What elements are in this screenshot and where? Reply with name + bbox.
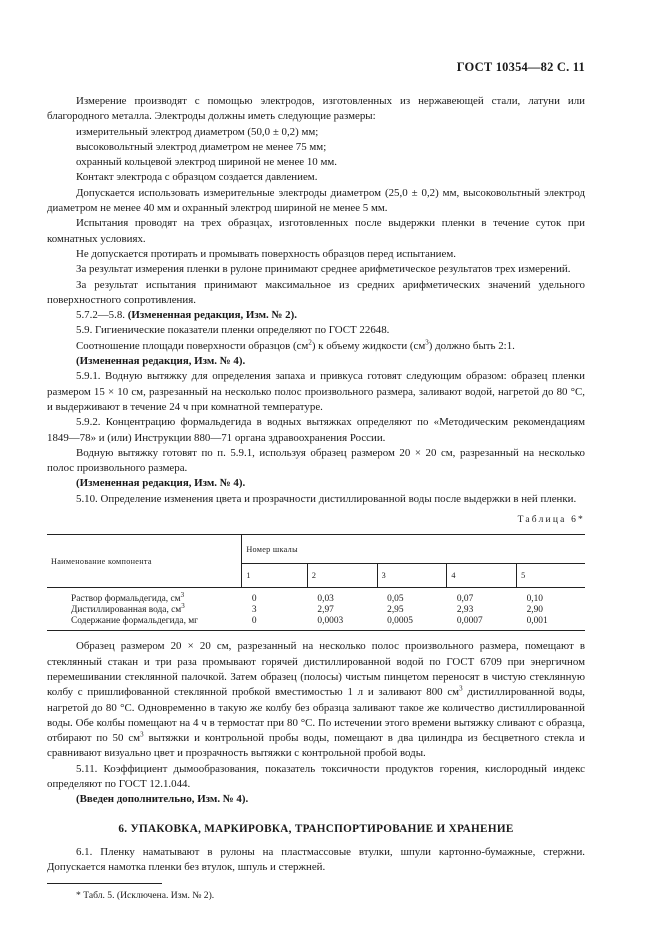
table-cell: 3 xyxy=(251,605,257,616)
revision-note: (Введен дополнительно, Изм. № 4). xyxy=(76,793,249,806)
table-cell: 0 xyxy=(251,594,257,605)
clause-6-1: 6.1. Пленку наматывают в рулоны на пластмассовые втулки, шпули картонно-бумажные, стержни. Допускается намотка пленки без втулок, шпуль и стержней. xyxy=(47,845,585,874)
after-table-paragraph: Образец размером 20 × 20 см, разрезанный на несколько полос произвольного размера, помещают в стеклянный стакан и три раза промывают горячей дистиллированной водой по ГОСТ 6709 при энергичном перемешивании стеклянной палочкой. Затем образец (полосы) чистым пинцетом переносят в чистую стеклянную колбу с пришлифованной стеклянной пробкой вместимостью 1 л и заливают 800 $см^3$ дистиллированной воды, нагретой до 80 °С. Одновременно в такую же колбу без образца заливают такое же количество дистиллированной воды. Обе колбы помещают на 4 ч в термостат при 80 °С. По истечении этого времени вытяжку сливают с образца, отбирают по 50 $см^3$ вытяжки и контрольной пробы воды, помещают в два цилиндра из бесцветного стекла и сравнивают визуально цвет и прозрачность вытяжки с контрольной пробой воды. xyxy=(47,640,586,760)
footnote: * Табл. 5. (Исключена. Изм. № 2). xyxy=(76,890,215,902)
table-cell: 2,90 xyxy=(526,605,543,616)
table-cell: 0,0005 xyxy=(387,616,413,627)
paragraph: За результат измерения пленки в рулоне принимают среднее арифметическое результатов трех измерений. xyxy=(76,263,571,276)
table-cell: 2,93 xyxy=(456,605,474,616)
revision-note: (Измененная редакция, Изм. № 2). xyxy=(127,309,297,322)
scale-number: 2 xyxy=(307,564,377,588)
clause-5-9-2: 5.9.2. Концентрацию формальдегида в водных вытяжках определяют по «Методическим рекомендациям 1849—78» и (или) Инструкции 880—71 органа здравоохранения России. xyxy=(47,416,585,444)
table-header-name: Наименование компонента xyxy=(47,535,242,588)
paragraph: Испытания проводят на трех образцах, изготовленных после выдержки пленки в течение суток при комнатных условиях. xyxy=(47,217,585,245)
clause-label: 5.7.2—5.8. xyxy=(76,309,126,322)
table-cell: 2,95 xyxy=(387,605,404,616)
table-title: Таблица 6* xyxy=(517,515,585,526)
table-row xyxy=(47,588,585,606)
paragraph: Контакт электрода с образцом создается давлением. xyxy=(76,171,318,184)
table-cell: 0,10 xyxy=(526,594,543,605)
document-body xyxy=(47,94,585,904)
table-cell: 0,0007 xyxy=(456,616,483,627)
scale-number: 3 xyxy=(377,564,447,588)
row-label: Дистиллированная вода, $см^3$ xyxy=(71,602,185,616)
revision-note: (Измененная редакция, Изм. № 4). xyxy=(76,355,246,368)
paragraph: Допускается использовать измерительные электроды диаметром (25,0 ± 0,2) мм, высоковольтный электрод диаметром не менее 40 мм и охранный электрод шириной не менее 5 мм. xyxy=(47,186,585,215)
paragraph: За результат испытания принимают максимальное из средних арифметических значений удельного поверхностного сопротивления. xyxy=(47,278,585,306)
paragraph: охранный кольцевой электрод шириной не менее 10 мм. xyxy=(76,156,337,169)
table-cell: 0,05 xyxy=(387,594,404,605)
row-label: Раствор формальдегида, $см^3$ xyxy=(71,591,185,605)
clause-5-9-1: 5.9.1. Водную вытяжку для определения запаха и привкуса готовят следующим образом: образец пленки размером 15 × 10 см, разрезанный на несколько полос произвольного размера, заливают водой, нагретой до 80 °С, и выдерживают в течение 24 ч при комнатной температуре. xyxy=(47,370,585,413)
row-label: Содержание формальдегида, мг xyxy=(71,616,199,627)
section-title: 6. УПАКОВКА, МАРКИРОВКА, ТРАНСПОРТИРОВАНИЕ И ХРАНЕНИЕ xyxy=(118,822,514,835)
table-cell: 0,03 xyxy=(317,594,334,605)
scale-number: 5 xyxy=(517,564,585,588)
clause-5-7-2 xyxy=(47,308,585,323)
page-header: ГОСТ 10354—82 С. 11 xyxy=(456,60,585,74)
table-header-scale: Номер шкалы xyxy=(242,535,585,564)
clause-5-11: 5.11. Коэффициент дымообразования, показатель токсичности продуктов горения, кислородный индекс определяют по ГОСТ 12.1.044. xyxy=(47,762,585,790)
paragraph: высоковольтный электрод диаметром не менее 75 мм; xyxy=(76,140,327,153)
table-row xyxy=(47,616,585,631)
table-cell: 0,0003 xyxy=(317,616,344,627)
footnote-divider xyxy=(47,883,162,884)
clause-5-9-ratio: Соотношение площади поверхности образцов $(см^2)$ к объему жидкости $(см^3)$ должно быть 2:1. xyxy=(76,338,515,352)
table-cell: 0 xyxy=(251,616,257,627)
table-cell: 0,07 xyxy=(456,594,474,605)
scale-number: 4 xyxy=(447,564,517,588)
paragraph: Не допускается протирать и промывать поверхность образцов перед испытанием. xyxy=(76,247,456,260)
clause-5-9-2-cont: Водную вытяжку готовят по п. 5.9.1, используя образец размером 20 × 20 см, разрезанный на несколько полос произвольного размера. xyxy=(47,446,585,475)
paragraph: Измерение производят с помощью электродов, изготовленных из нержавеющей стали, латуни или благородного металла. Электроды должны иметь следующие размеры: xyxy=(47,95,585,123)
components-table xyxy=(47,534,585,631)
paragraph: измерительный электрод диаметром (50,0 ± 0,2) мм; xyxy=(76,125,319,138)
clause-5-9: 5.9. Гигиенические показатели пленки определяют по ГОСТ 22648. xyxy=(76,324,390,337)
scale-number: 1 xyxy=(242,564,308,588)
table-cell: 0,001 xyxy=(526,616,548,627)
table-row xyxy=(47,605,585,616)
table-cell: 2,97 xyxy=(317,605,334,616)
revision-note: (Измененная редакция, Изм. № 4). xyxy=(76,477,246,490)
clause-5-10: 5.10. Определение изменения цвета и прозрачности дистиллированной воды после выдержки в ней пленки. xyxy=(76,492,577,505)
